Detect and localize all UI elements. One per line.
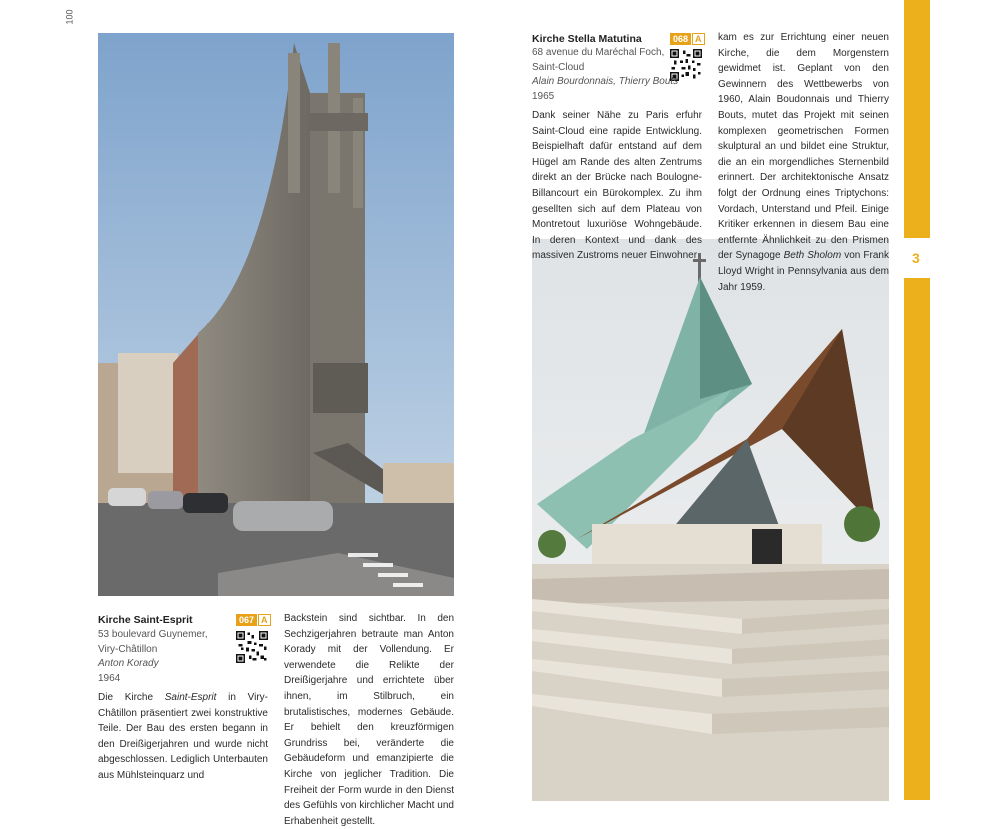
entry-068-architect: Alain Bourdonnais, Thierry Bouts xyxy=(532,76,679,87)
entry-068-text-col2-italic: Beth Sholom xyxy=(783,250,842,262)
photo-saint-esprit xyxy=(98,33,454,596)
entry-068-address-line2: Saint-Cloud xyxy=(532,61,585,73)
entry-067-text-col2: Backstein sind sichtbar. In den Sechzigerjahren betraute man Anton Korady mit der Vollendung. Er verwendete die Relikte der Dreißigerjahre und errichtete über ihnen, im Stilbruch, ein brutalistisches, modernes Gebäude. Er behielt den kreuzförmigen Grundriss bei, veränderte die Gebäudeform und emanzipierte die Kirche von jeglicher Tradition. Die Freiheit der Form wurde in den Dienst des Gefühls von kirchlicher Macht und Erhabenheit gestellt. xyxy=(284,613,454,827)
entry-067-title: Kirche Saint-Esprit xyxy=(98,614,193,626)
entry-068-year: 1965 xyxy=(532,90,555,102)
entry-067-year: 1964 xyxy=(98,672,121,684)
entry-068-text-col2-b: von Frank Lloyd Wright in Pennsylvania aus dem Jahr 1959. xyxy=(718,250,889,293)
entry-067-text-col1-a: Die Kirche xyxy=(98,692,165,703)
entry-067-badge-category: A xyxy=(258,614,271,626)
entry-068-text-col2 xyxy=(718,30,889,295)
entry-067-meta xyxy=(98,628,208,686)
entry-067-text-col1-italic: Saint-Esprit xyxy=(164,692,217,703)
entry-068-title: Kirche Stella Matutina xyxy=(532,33,642,45)
entry-068-badge-number: 068 xyxy=(670,33,691,45)
entry-067-address-line1: 53 boulevard Guynemer, xyxy=(98,629,208,640)
entry-068-text-col2-a: kam es zur Errichtung einer neuen Kirche, die dem Morgenstern gewidmet ist. Geplant von den Gewinnern des Wettbewerbs von 1960, Alain Boudonnais und Thierry Bouts, mutet das Projekt mit seinen komplexen geometrischen Formen skulptural an und bildet eine Struktur, die an ein morgendliches Sternenbild erinnert. Der architektonische Ansatz folgt der Ordnung eines Triptychons: Vordach, Unterstand und Pfeil. Einige Kritiker erkennen in diesem Bau eine entfernte Ähnlichkeit zu den Prismen der Synagoge xyxy=(718,32,889,262)
entry-067-badge-number: 067 xyxy=(236,614,257,626)
chapter-number: 3 xyxy=(912,250,920,266)
entry-067-badge xyxy=(236,614,271,626)
entry-068-address-line1: 68 avenue du Maréchal Foch, xyxy=(532,47,665,58)
entry-067-address-line2: Viry-Châtillon xyxy=(98,643,158,655)
photo-stella-matutina xyxy=(532,239,889,801)
left-page-number: 100 xyxy=(64,9,75,25)
entry-067-text-col1-b: in Viry-Châtillon präsentiert zwei konstruktive Teile. Der Bau des ersten begann in den Dreißigerjahren und wurde nicht abgeschlossen. Lediglich Unterbauten aus Mühlsteinquarz und xyxy=(98,692,268,781)
entry-068-badge-category: A xyxy=(692,33,705,45)
entry-067-architect: Anton Korady xyxy=(98,658,159,669)
entry-067-text-col1 xyxy=(98,690,268,784)
entry-068-text-col1: Dank seiner Nähe zu Paris erfuhr Saint-Cloud eine rapide Entwicklung. Beispielhaft dafür entstand auf dem Hügel am Rande des alten Zentrums direkt an der Brücke nach Boulogne-Billancourt ein Bürokomplex. Zu ihm gesellten sich auf dem Plateau von Montretout luxuriöse Wohngebäude. In deren Kontext und dank des massiven Zustroms neuer Einwohner xyxy=(532,110,702,262)
entry-068-badge xyxy=(670,33,705,45)
qr-code-icon xyxy=(236,631,268,663)
entry-068-meta xyxy=(532,46,678,104)
chapter-tab-top xyxy=(904,0,930,238)
chapter-tab-bottom xyxy=(904,278,930,800)
